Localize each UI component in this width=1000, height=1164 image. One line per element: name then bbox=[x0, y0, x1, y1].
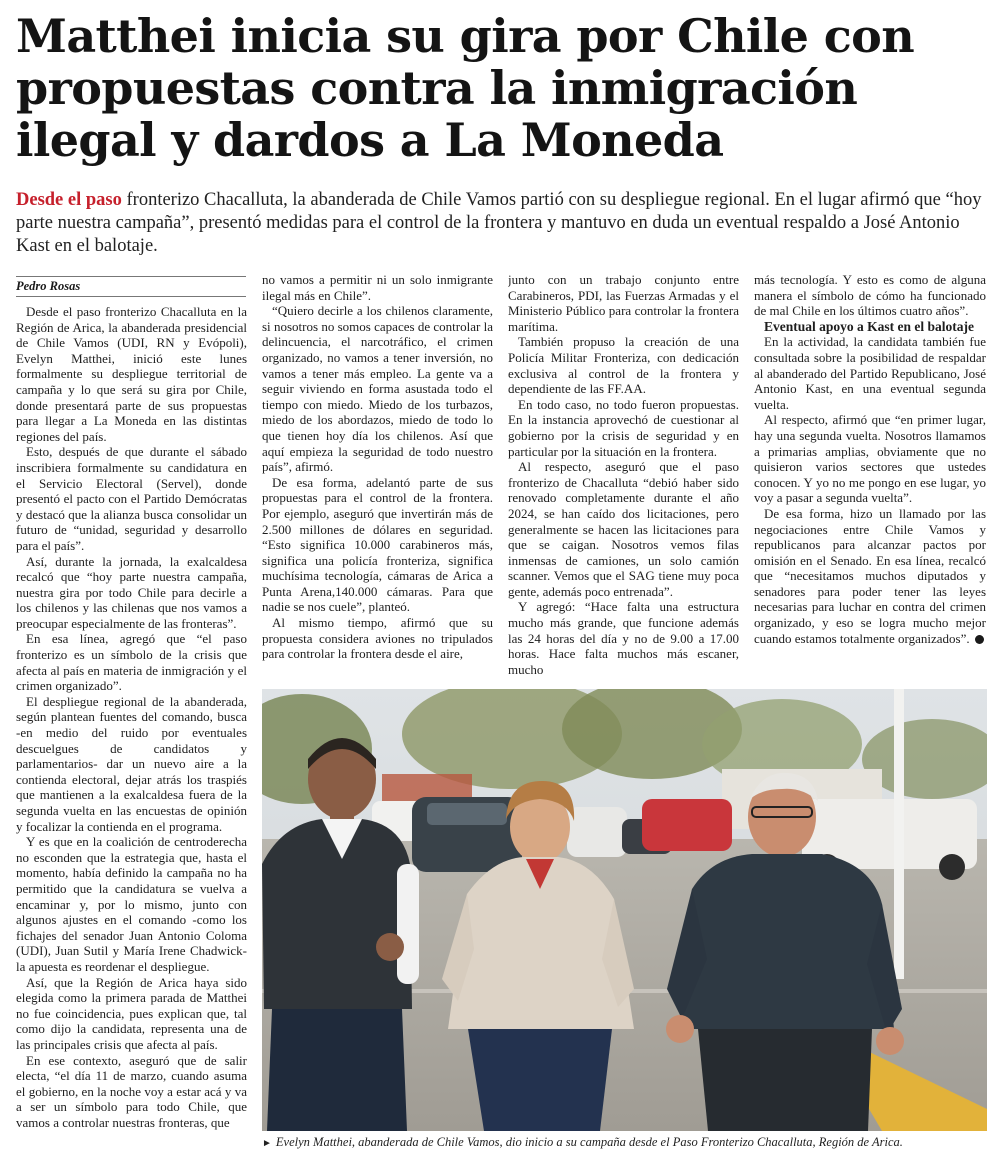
paragraph: no vamos a permitir ni un solo inmigrante ilegal más en Chile”. bbox=[262, 272, 493, 303]
lede-lead: Desde el paso bbox=[16, 190, 122, 210]
paragraph: Al mismo tiempo, afirmó que su propuesta considera aviones no tripulados para controlar la frontera desde el aire, bbox=[262, 615, 493, 662]
headline: Matthei inicia su gira por Chile con propuestas contra la inmigración ilegal y dardos a La Moneda bbox=[16, 9, 915, 167]
paragraph: Y agregó: “Hace falta una estructura mucho más grande, que funcione además las 24 horas del día y no de 9.00 a 17.00 horas. Hace falta muchos más escaner, mucho bbox=[508, 599, 739, 677]
paragraph: Y es que en la coalición de centroderecha no esconden que la estrategia que, hasta el momento, había definido la campaña no ha permitido que la candidatura se vuelva a encaminar y, por lo mismo, junto con algunos ajustes en el comando -como los fichajes del senador Juan Antonio Coloma (UDI), Juan Sutil y María Irene Chadwick- la apuesta es reordenar el despliegue. bbox=[16, 834, 247, 974]
article-column-2 bbox=[262, 272, 493, 684]
lede bbox=[16, 189, 986, 258]
paragraph: Al respecto, aseguró que el paso fronterizo de Chacalluta “debió haber sido renovado completamente durante el año 2024, se han caído dos licitaciones, pero generalmente se hacen las licitaciones para que se caigan. Nosotros vemos filas inmensas de camiones, un solo camión scanner. Vemos que el SAG tiene muy poca gente, además poco entrenada”. bbox=[508, 459, 739, 599]
paragraph-text: De esa forma, hizo un llamado por las negociaciones entre Chile Vamos y republicanos para alcanzar pactos por omisión en el Senado. En esa línea, recalcó que “necesitamos muchos diputados y senadores para poder tener las leyes necesarias para luchar en contra del crimen organizado, y eso se logra mucho mejor cuando estamos totalmente organizados”. bbox=[754, 505, 986, 646]
paragraph: Así, durante la jornada, la exalcaldesa recalcó que “hoy parte nuestra campaña, nuestra gira por todo Chile para decirle a los chilenos y las chilenas que nos vamos a preocupar especialmente de las fronteras”. bbox=[16, 553, 247, 631]
paragraph: De esa forma, adelantó parte de sus propuestas para el control de la frontera. Por ejemplo, aseguró que invertirán más de 2.500 millones de dólares en seguridad. “Esto significa 10.000 carabineros más, significa una policía fronteriza, significa muchísima tecnología, cámaras de Arica a Punta Arena,140.000 cámaras. Para que nadie se nos cuele”, planteó. bbox=[262, 474, 493, 615]
lede-text: fronterizo Chacalluta, la abanderada de Chile Vamos partió con su despliegue regional. En el lugar afirmó que “hoy parte nuestra campaña”, presentó medidas para el control de la frontera y mantuvo en duda un eventual respaldo a José Antonio Kast en el balotaje. bbox=[16, 190, 982, 256]
paragraph: Desde el paso fronterizo Chacalluta en la Región de Arica, la abanderada presidencial de Chile Vamos (UDI, RN y Evópoli), Evelyn Matthei, inició este lunes formalmente su despliegue territorial de campaña y lo que será su gira por Chile, donde presentará parte de sus propuestas para llegar a La Moneda en las distintas regiones del país. bbox=[16, 304, 247, 444]
paragraph: El despliegue regional de la abanderada, según plantean fuentes del comando, busca -en medio del ruido por eventuales descuelgues de candidatos y parlamentarios- dar un nuevo aire a la contienda electoral, dejar atrás los traspiés que mantienen a la exalcaldesa fuera de la segunda vuelta en las encuestas de opinión y focalizar la contienda en el programa. bbox=[16, 693, 247, 834]
triangle-right-icon: ► bbox=[262, 1138, 272, 1149]
paragraph: En la actividad, la candidata también fue consultada sobre la posibilidad de respaldar al abanderado del Partido Republicano, José Antonio Kast, en una eventual segunda vuelta. bbox=[754, 334, 986, 412]
paragraph: junto con un trabajo conjunto entre Carabineros, PDI, las Fuerzas Armadas y el Ministerio Público para controlar la frontera marítima. bbox=[508, 272, 739, 334]
subheading: Eventual apoyo a Kast en el balotaje bbox=[764, 318, 975, 334]
paragraph: Esto, después de que durante el sábado inscribiera formalmente su candidatura en el Servicio Electoral (Servel), donde presentó el pacto con el Partido Demócratas y destacó que la alianza busca consolidar un futuro de “unidad, seguridad y desarrollo para el país”. bbox=[16, 444, 247, 553]
paragraph: En todo caso, no todo fueron propuestas. En la instancia aprovechó de cuestionar al gobierno por la crisis de seguridad y en particular por la situación en la frontera. bbox=[508, 396, 739, 459]
author-byline: Pedro Rosas bbox=[16, 276, 246, 297]
paragraph: También propuso la creación de una Policía Militar Fronteriza, con dedicación exclusiva al control de la frontera y dependiente de las FF.AA. bbox=[508, 334, 739, 397]
photo-caption bbox=[262, 1134, 987, 1152]
article-column-1 bbox=[16, 304, 247, 1150]
article-photo bbox=[262, 689, 987, 1131]
article-column-3 bbox=[508, 272, 739, 684]
paragraph: En esa línea, agregó que “el paso fronterizo es un símbolo de la crisis que afecta al país en materia de inmigración y el crimen organizado”. bbox=[16, 631, 247, 694]
paragraph: “Quiero decirle a los chilenos claramente, si nosotros no somos capaces de controlar la delincuencia, el narcotráfico, el crimen organizado, no vamos a tener inversión, no vamos a tener más empleo. La gente va a seguir viviendo en forma asustada todo el tiempo con miedo. Miedo de los turbazos, miedo de los abordazos, miedo de todo lo que tienen hoy día los chilenos. Así que aquí empieza la seguridad de todo nuestro país”, afirmó. bbox=[262, 303, 493, 475]
paragraph: En ese contexto, aseguró que de salir electa, “el día 11 de marzo, cuando asuma el gobierno, en la noche voy a estar acá y va a ser un símbolo para todo Chile, que vamos a controlar nuestras fronteras, que bbox=[16, 1052, 247, 1130]
caption-text: Evelyn Matthei, abanderada de Chile Vamos, dio inicio a su campaña desde el Paso Fronterizo Chacalluta, Región de Arica. bbox=[275, 1135, 903, 1149]
article-column-4 bbox=[754, 272, 986, 684]
paragraph: Así, que la Región de Arica haya sido elegida como la primera parada de Matthei no fue coincidencia, pues explican que, tal como dijo la candidata, representa una de las principales crisis que afecta al país. bbox=[16, 974, 247, 1052]
paragraph: más tecnología. Y esto es como de alguna manera el símbolo de cómo ha funcionado de mal Chile en los últimos cuatro años”. bbox=[754, 272, 986, 319]
paragraph bbox=[754, 506, 986, 646]
paragraph: Al respecto, afirmó que “en primer lugar, hay una segunda vuelta. Nosotros llamamos a primarias amplias, obviamente que no quisieron varios sectores que ustedes conocen. Y yo no me pongo en ese lugar, yo voy a pasar a segunda vuelta”. bbox=[754, 412, 986, 506]
end-dot-icon bbox=[975, 635, 984, 644]
